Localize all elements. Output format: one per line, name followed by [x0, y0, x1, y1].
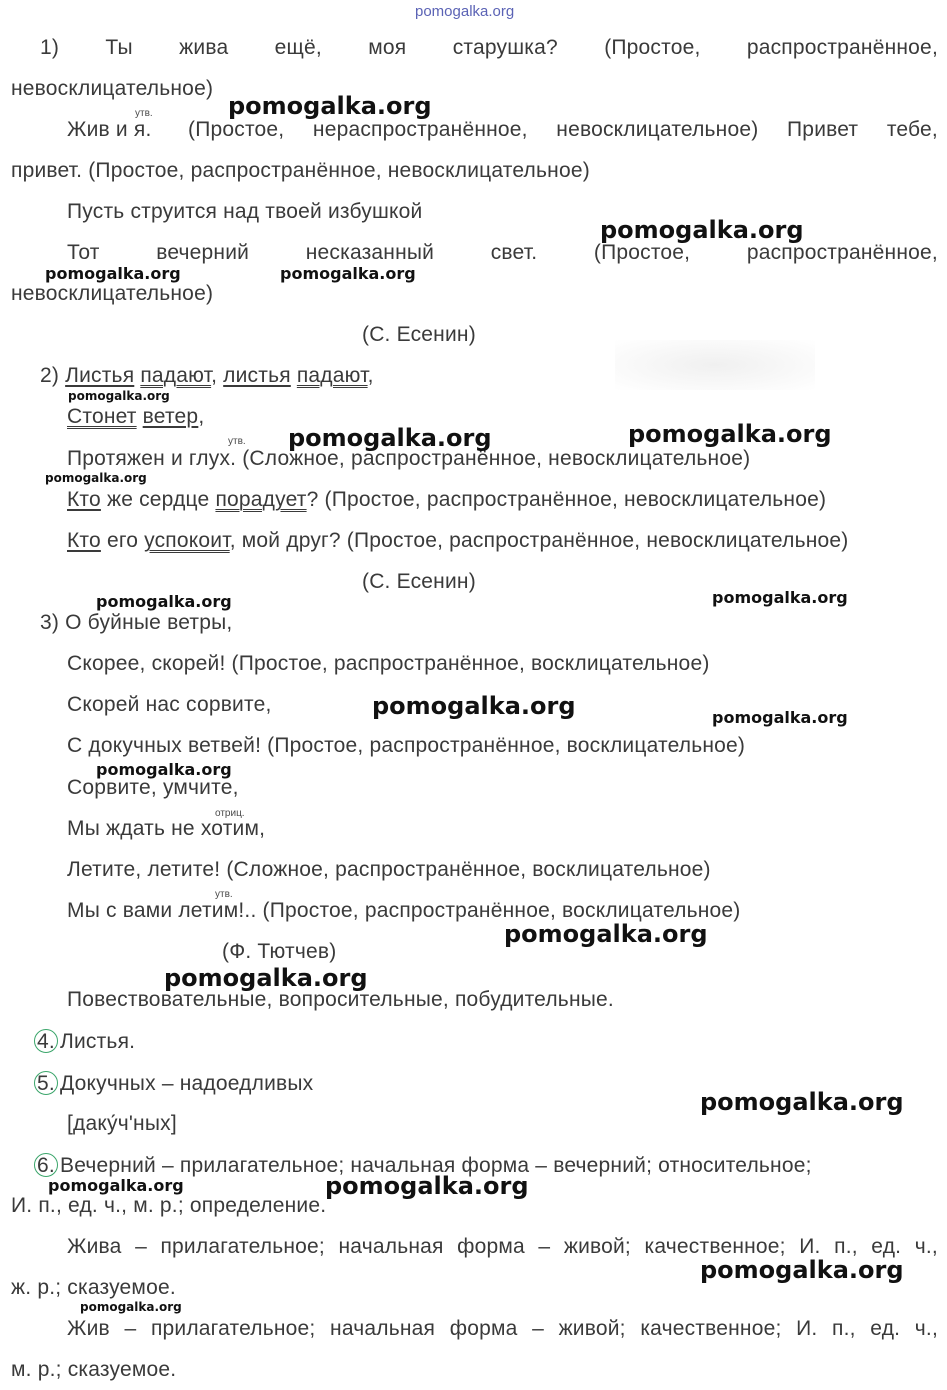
watermark: pomogalka.org [80, 1300, 182, 1314]
p1-line2: невосклицательное) [11, 77, 214, 100]
item-5-transcription: [даку́ч'ных] [67, 1112, 177, 1135]
p2-line3: Протяжен и глух. (Сложное, распространённое, невосклицательное) [67, 447, 751, 470]
watermark: pomogalka.org [45, 471, 147, 485]
sup-utv-1: утв. [135, 108, 153, 119]
top-watermark: pomogalka.org [415, 3, 515, 20]
watermark: pomogalka.org [712, 708, 848, 727]
p3-line3: Скорей нас сорвите, [67, 693, 272, 716]
watermark: pomogalka.org [628, 420, 832, 448]
watermark: pomogalka.org [600, 216, 804, 244]
item-7-line1: Жива – прилагательное; начальная форма – живой; качественное; И. п., ед. ч., [67, 1235, 938, 1258]
p3-author: (Ф. Тютчев) [222, 940, 337, 963]
item-5: 5. Докучных – надоедливых [38, 1071, 313, 1096]
p3-line9: Повествовательные, вопросительные, побудительные. [67, 988, 614, 1011]
p3-line7: Летите, летите! (Сложное, распространённое, восклицательное) [67, 858, 711, 881]
p3-line8: Мы с вами летим!.. (Простое, распространённое, восклицательное) [67, 899, 741, 922]
sup-otric: отриц. [215, 808, 245, 819]
watermark: pomogalka.org [712, 588, 848, 607]
item-8-line2: м. р.; сказуемое. [11, 1358, 177, 1381]
p1-line5: Пусть струится над твоей избушкой [67, 200, 423, 223]
sup-utv-2: утв. [228, 436, 246, 447]
item-6-number: 6. [34, 1153, 58, 1177]
item-8-line1: Жив – прилагательное; начальная форма – живой; качественное; И. п., ед. ч., [67, 1317, 938, 1340]
p1-line3a: Жив и я. [67, 118, 152, 141]
watermark: pomogalka.org [280, 264, 416, 283]
item-4: 4. Листья. [38, 1029, 135, 1054]
p3-line4: С докучных ветвей! (Простое, распространённое, восклицательное) [67, 734, 746, 757]
item-7-line2: ж. р.; сказуемое. [11, 1276, 176, 1299]
sup-utv-3: утв. [215, 889, 233, 900]
watermark: pomogalka.org [372, 692, 576, 720]
p1-author: (С. Есенин) [362, 323, 476, 346]
p2-line1: 2) Листья падают, листья падают, [40, 364, 374, 387]
watermark: pomogalka.org [48, 1176, 184, 1195]
p1-line4: привет. (Простое, распространённое, невосклицательное) [11, 159, 590, 182]
item-5-number: 5. [34, 1071, 58, 1095]
p1-line6: Тот вечерний несказанный свет. (Простое, распространённое, [67, 241, 938, 264]
watermark: pomogalka.org [325, 1172, 529, 1200]
p3-line2: Скорее, скорей! (Простое, распространённое, восклицательное) [67, 652, 710, 675]
item-6-line2: И. п., ед. ч., м. р.; определение. [11, 1194, 327, 1217]
watermark: pomogalka.org [96, 760, 232, 779]
p1-line3b: (Простое, нераспространённое, невосклицательное) Привет тебе, [188, 118, 938, 141]
watermark: pomogalka.org [45, 264, 181, 283]
watermark: pomogalka.org [68, 389, 170, 403]
item-4-number: 4. [34, 1029, 58, 1053]
p3-line5: Сорвите, умчите, [67, 776, 239, 799]
p2-line5: Кто его успокоит, мой друг? (Простое, распространённое, невосклицательное) [67, 529, 849, 552]
watermark: pomogalka.org [700, 1088, 904, 1116]
p1-line1: 1) Ты жива ещё, моя старушка? (Простое, распространённое, [40, 36, 938, 59]
p3-line1: 3) О буйные ветры, [40, 611, 233, 634]
p1-line7: невосклицательное) [11, 282, 214, 305]
watermark: pomogalka.org [164, 964, 368, 992]
faint-smudge [615, 340, 815, 390]
watermark: pomogalka.org [700, 1256, 904, 1284]
watermark: pomogalka.org [288, 424, 492, 452]
p3-line6: Мы ждать не хотим, [67, 817, 266, 840]
watermark: pomogalka.org [504, 920, 708, 948]
item-6: 6. Вечерний – прилагательное; начальная форма – вечерний; относительное; [38, 1153, 812, 1178]
p2-line4: Кто же сердце порадует? (Простое, распространённое, невосклицательное) [67, 488, 827, 511]
watermark: pomogalka.org [228, 92, 432, 120]
p2-line2: Стонет ветер, [67, 405, 205, 428]
watermark: pomogalka.org [96, 592, 232, 611]
p2-author: (С. Есенин) [362, 570, 476, 593]
